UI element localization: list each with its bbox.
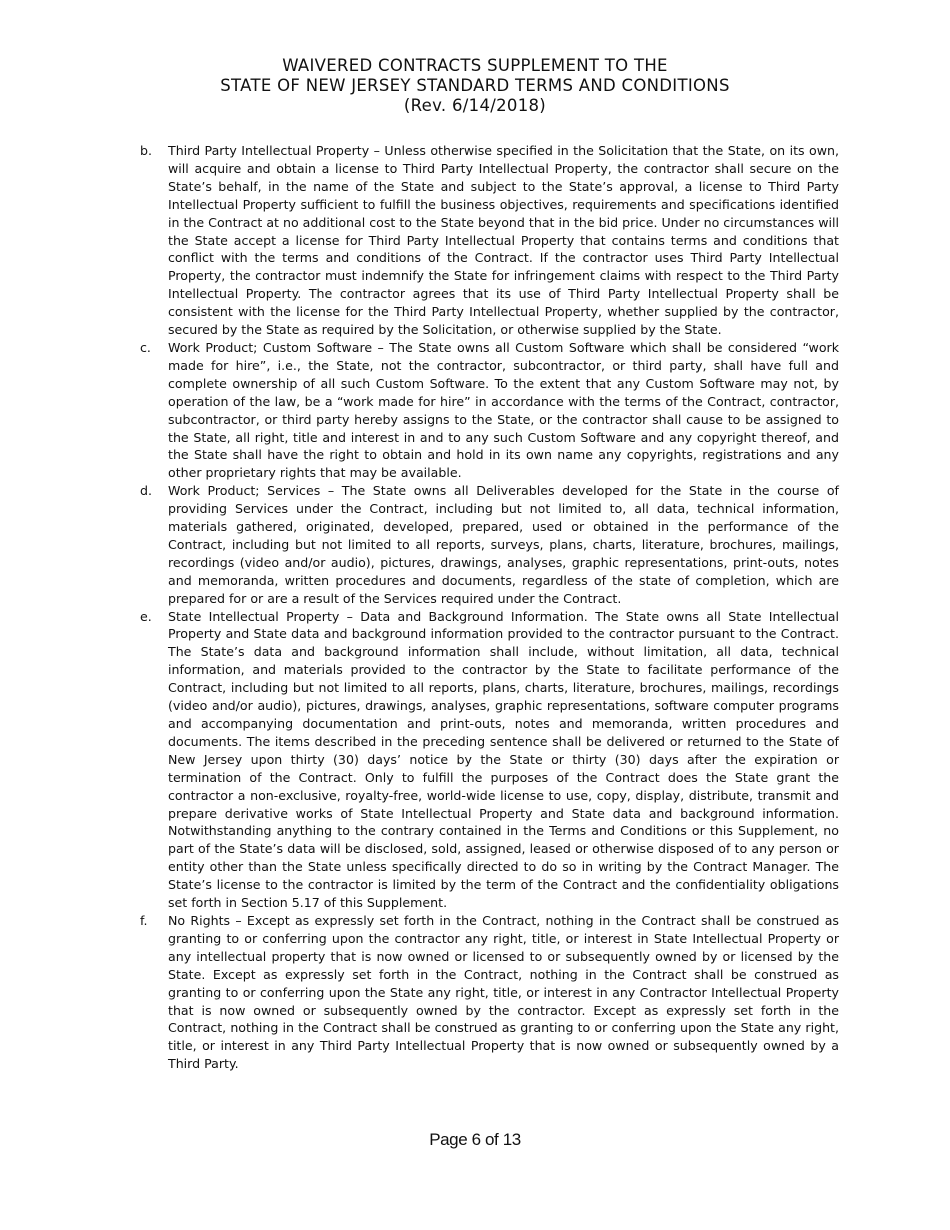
list-item-text: Work Product; Services – The State owns all Deliverables developed for the State in the course of providing Services under the Contract, including but not limited to, all data, technical information, materials gathered, originated, developed, prepared, used or obtained in the performance of the Contract, including but not limited to all reports, surveys, plans, charts, literature, brochures, mailings, recordings (video and/or audio), pictures, drawings, analyses, graphic representations, print-outs, notes and memoranda, written procedures and documents, regardless of the state of completion, which are prepared for or are a result of the Services required under the Contract.	[168, 483, 839, 606]
list-item-d	[140, 482, 839, 607]
list-item-e	[140, 608, 839, 912]
document-header	[0, 56, 950, 116]
header-revision: (Rev. 6/14/2018)	[403, 96, 547, 115]
list-item-text: No Rights – Except as expressly set forth in the Contract, nothing in the Contract shall be construed as granting to or conferring upon the contractor any right, title, or interest in State Intellectual Property or any intellectual property that is now owned or licensed to or subsequently owned by or licensed by the State. Except as expressly set forth in the Contract, nothing in the Contract shall be construed as granting to or conferring upon the State any right, title, or interest in any Contractor Intellectual Property that is now owned or subsequently owned by the contractor. Except as expressly set forth in the Contract, nothing in the Contract shall be construed as granting to or conferring upon the State any right, title, or interest in any Third Party Intellectual Property that is now owned or subsequently owned by a Third Party.	[168, 912, 839, 1072]
list-item-f	[140, 912, 839, 1073]
list-marker: b.	[140, 143, 152, 158]
list-item-text: State Intellectual Property – Data and Background Information. The State owns all State Intellectual Property and State data and background information provided to the contractor pursuant to the Contract. The State’s data and background information shall include, without limitation, all data, technical information, and materials provided to the contractor by the State to facilitate performance of the Contract, including but not limited to all reports, plans, charts, literature, brochures, mailings, recordings (video and/or audio), pictures, drawings, analyses, graphic representations, software computer programs and accompanying documentation and print-outs, notes and memoranda, written procedures and documents. The items described in the preceding sentence shall be delivered or returned to the State of New Jersey upon thirty (30) days’ notice by the State or thirty (30) days after the expiration or termination of the Contract. Only to fulfill the purposes of the Contract does the State grant the contractor a non-exclusive, royalty-free, world-wide license to use, copy, display, distribute, transmit and prepare derivative works of State Intellectual Property and State data and background information. Notwithstanding anything to the contrary contained in the Terms and Conditions or this Supplement, no part of the State’s data will be disclosed, sold, assigned, leased or otherwise disposed of to any person or entity other than the State unless specifically directed to do so in writing by the Contract Manager. The State’s license to the contractor is limited by the term of the Contract and the confidentiality obligations set forth in Section 5.17 of this Supplement.	[168, 608, 839, 911]
list-item-text: Third Party Intellectual Property – Unless otherwise specified in the Solicitation that the State, on its own, will acquire and obtain a license to Third Party Intellectual Property, the contractor shall secure on the State’s behalf, in the name of the State and subject to the State’s approval, a license to Third Party Intellectual Property sufficient to fulfill the business objectives, requirements and specifications identified in the Contract at no additional cost to the State beyond that in the bid price. Under no circumstances will the State accept a license for Third Party Intellectual Property that contains terms and conditions that conflict with the terms and conditions of the Contract. If the contractor uses Third Party Intellectual Property, the contractor must indemnify the State for infringement claims with respect to the Third Party Intellectual Property. The contractor agrees that its use of Third Party Intellectual Property shall be consistent with the license for the Third Party Intellectual Property, whether supplied by the contractor, secured by the State as required by the Solicitation, or otherwise supplied by the State.	[168, 143, 840, 338]
list-marker: d.	[140, 483, 152, 499]
list-item-b	[140, 142, 839, 339]
header-title-line-1: WAIVERED CONTRACTS SUPPLEMENT TO THE	[282, 56, 668, 75]
header-title-line-2: STATE OF NEW JERSEY STANDARD TERMS AND CONDITIONS	[220, 76, 730, 95]
page-number: Page 6 of 13	[429, 1130, 521, 1149]
list-item-text: Work Product; Custom Software – The State owns all Custom Software which shall be considered “work made for hire”, i.e., the State, not the contractor, subcontractor, or third party, shall have full and complete ownership of all such Custom Software. To the extent that any Custom Software may not, by operation of the law, be a “work made for hire” in accordance with the terms of the Contract, contractor, subcontractor, or third party hereby assigns to the State, or the contractor shall cause to be assigned to the State, all right, title and interest in and to any such Custom Software and any copyright thereof, and the State shall have the right to obtain and hold in its own name any copyrights, registrations and any other proprietary rights that may be available.	[168, 339, 839, 481]
list-marker: f.	[140, 912, 148, 928]
document-body	[140, 142, 839, 1073]
list-marker: c.	[140, 339, 151, 355]
list-item-c	[140, 339, 839, 482]
list-marker: e.	[140, 608, 152, 624]
